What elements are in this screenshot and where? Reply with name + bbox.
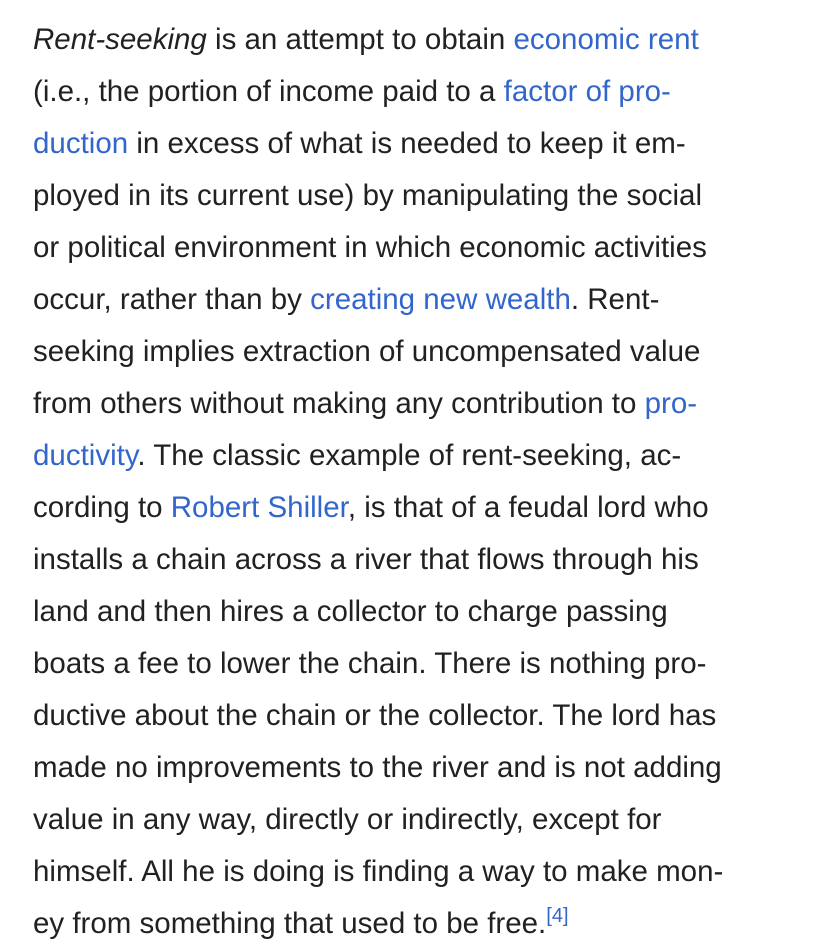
link-robert-shiller[interactable]: Robert Shiller [170, 491, 348, 524]
link-economic-rent[interactable]: economic rent [513, 23, 699, 56]
text-run: land and then hires a collector to charge passing [33, 595, 668, 628]
text-run: ey from something that used to be free. [33, 907, 547, 940]
text-line [33, 274, 803, 326]
text-run: (i.e., the portion of income paid to a [33, 75, 504, 108]
term-rent-seeking: Rent-seeking [33, 23, 207, 56]
text-line [33, 794, 803, 846]
text-run: value in any way, directly or indirectly, except for [33, 803, 662, 836]
text-run: ductive about the chain or the collector. The lord has [33, 699, 717, 732]
text-line [33, 326, 803, 378]
text-line [33, 742, 803, 794]
text-line [33, 170, 803, 222]
text-line [33, 638, 803, 690]
text-run: installs a chain across a river that flows through his [33, 543, 699, 576]
text-run: seeking implies extraction of uncompensated value [33, 335, 701, 368]
citation-4[interactable]: [4] [546, 905, 569, 928]
text-run: or political environment in which economic activities [33, 231, 707, 264]
text-run: , is that of a feudal lord who [347, 491, 709, 524]
text-line [33, 66, 803, 118]
text-run: occur, rather than by [33, 283, 311, 316]
text-line [33, 118, 803, 170]
link-creating-new-wealth[interactable]: creating new wealth [310, 283, 571, 316]
text-run: in excess of what is needed to keep it em- [128, 127, 686, 160]
link-factor-of-production[interactable]: factor of pro- [503, 75, 671, 108]
article-paragraph [33, 14, 803, 950]
text-line [33, 898, 803, 950]
text-line [33, 430, 803, 482]
text-run: . The classic example of rent-seeking, ac- [137, 439, 682, 472]
text-run: from others without making any contribution to [33, 387, 645, 420]
text-run: ployed in its current use) by manipulating the social [33, 179, 703, 212]
text-line [33, 222, 803, 274]
link-productivity[interactable]: pro- [644, 387, 698, 420]
text-run: himself. All he is doing is finding a way to make mon- [33, 855, 724, 888]
text-line [33, 534, 803, 586]
text-line [33, 482, 803, 534]
text-run: boats a fee to lower the chain. There is nothing pro- [33, 647, 707, 680]
text-run: . Rent- [570, 283, 660, 316]
text-line [33, 586, 803, 638]
text-line [33, 690, 803, 742]
text-run: is an attempt to obtain [206, 23, 514, 56]
text-run: cording to [33, 491, 171, 524]
text-line [33, 846, 803, 898]
text-line [33, 14, 803, 66]
text-run: made no improvements to the river and is not adding [33, 751, 722, 784]
link-productivity[interactable]: ductivity [33, 439, 138, 472]
link-factor-of-production[interactable]: duction [33, 127, 129, 160]
text-line [33, 378, 803, 430]
